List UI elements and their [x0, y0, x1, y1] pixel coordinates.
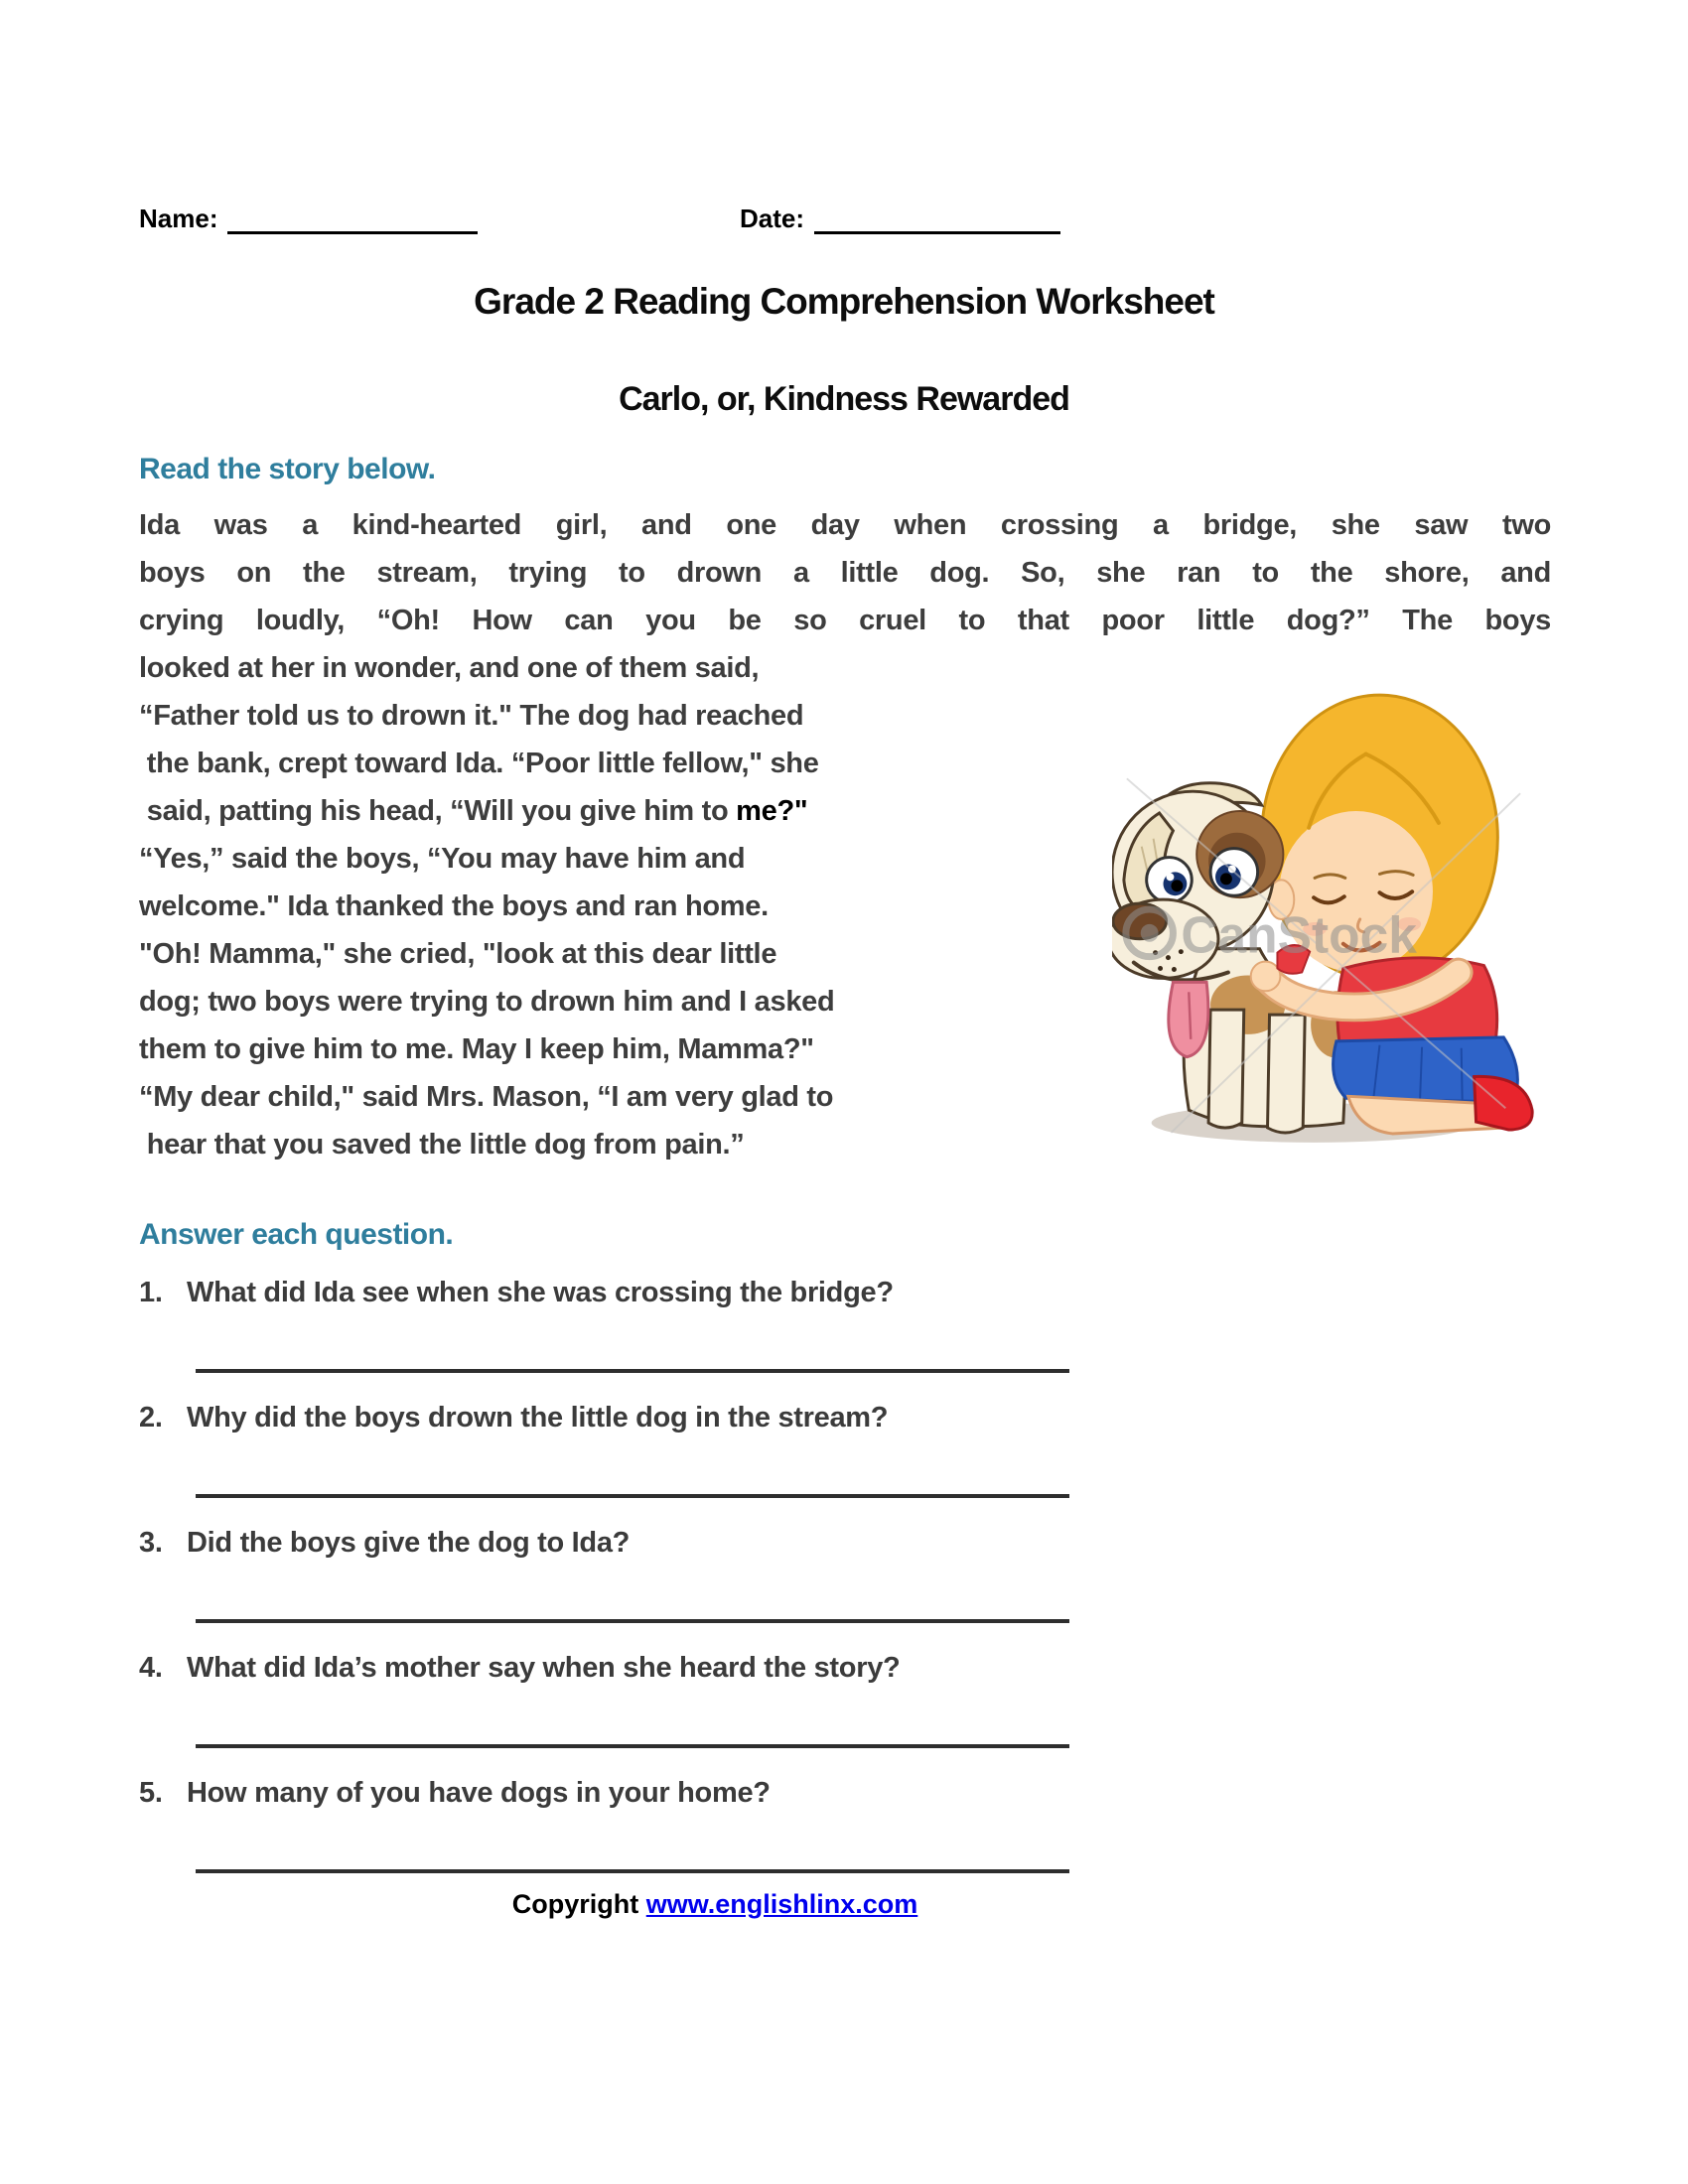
copyright-label: Copyright: [511, 1889, 639, 1919]
question-text: What did Ida’s mother say when she heard the story?: [187, 1652, 901, 1684]
question-text: Did the boys give the dog to Ida?: [187, 1527, 631, 1559]
answer-blank-line: [196, 1744, 1069, 1748]
question-number: 1.: [139, 1277, 163, 1308]
name-blank-line: [227, 207, 478, 234]
story-line: welcome." Ida thanked the boys and ran home.: [139, 890, 769, 922]
question-text: What did Ida see when she was crossing the bridge?: [187, 1277, 894, 1308]
answer-blank-line: [196, 1869, 1069, 1873]
question-text: Why did the boys drown the little dog in the stream?: [187, 1402, 889, 1433]
answer-questions-heading: Answer each question.: [139, 1218, 454, 1251]
story-title: Carlo, or, Kindness Rewarded: [619, 380, 1069, 418]
answer-blank-line: [196, 1494, 1069, 1498]
date-label: Date:: [740, 204, 805, 233]
date-field: [740, 204, 1060, 234]
question-block: [139, 1274, 1291, 1373]
story-line: them to give him to me. May I keep him, Mamma?": [139, 1033, 814, 1065]
story-line: said, patting his head, “Will you give him to me?": [139, 795, 808, 827]
question-block: [139, 1524, 1291, 1623]
story-line: “Yes,” said the boys, “You may have him and: [139, 843, 746, 875]
story-line: hear that you saved the little dog from pain.”: [139, 1129, 745, 1160]
story-line: “My dear child," said Mrs. Mason, “I am very glad to: [139, 1081, 834, 1113]
question-number: 3.: [139, 1527, 163, 1559]
question-number: 4.: [139, 1652, 163, 1684]
question-block: [139, 1649, 1291, 1748]
name-field: [139, 204, 478, 234]
question-text: How many of you have dogs in your home?: [187, 1777, 771, 1809]
questions-list: [139, 1274, 1291, 1899]
page-title: Grade 2 Reading Comprehension Worksheet: [474, 281, 1214, 322]
question-number: 2.: [139, 1402, 163, 1433]
name-date-row: [139, 204, 1549, 239]
story-line: looked at her in wonder, and one of them said,: [139, 652, 760, 684]
watermark-text: CanStock: [1181, 905, 1417, 964]
emphasized-word: me?": [736, 795, 808, 827]
story-line: Ida was a kind-hearted girl, and one day when crossing a bridge, she saw two: [139, 509, 1551, 541]
story-line: "Oh! Mamma," she cried, "look at this dear little: [139, 938, 777, 970]
story-line: dog; two boys were trying to drown him and I asked: [139, 986, 835, 1018]
story-line: crying loudly, “Oh! How can you be so cruel to that poor little dog?” The boys: [139, 605, 1551, 636]
question-block: [139, 1774, 1291, 1873]
story-line: “Father told us to drown it." The dog had reached: [139, 700, 804, 732]
copyright-link[interactable]: www.englishlinx.com: [645, 1889, 918, 1919]
read-story-heading: Read the story below.: [139, 453, 436, 485]
date-blank-line: [814, 207, 1060, 234]
girl-hugging-dog-illustration: [1112, 683, 1535, 1152]
question-block: [139, 1399, 1291, 1498]
question-number: 5.: [139, 1777, 163, 1809]
answer-blank-line: [196, 1619, 1069, 1623]
story-line: boys on the stream, trying to drown a little dog. So, she ran to the shore, and: [139, 557, 1551, 589]
answer-blank-line: [196, 1369, 1069, 1373]
story-line: the bank, crept toward Ida. “Poor little fellow," she: [139, 748, 819, 779]
copyright-line: [139, 1889, 1291, 1920]
name-label: Name:: [139, 204, 218, 233]
